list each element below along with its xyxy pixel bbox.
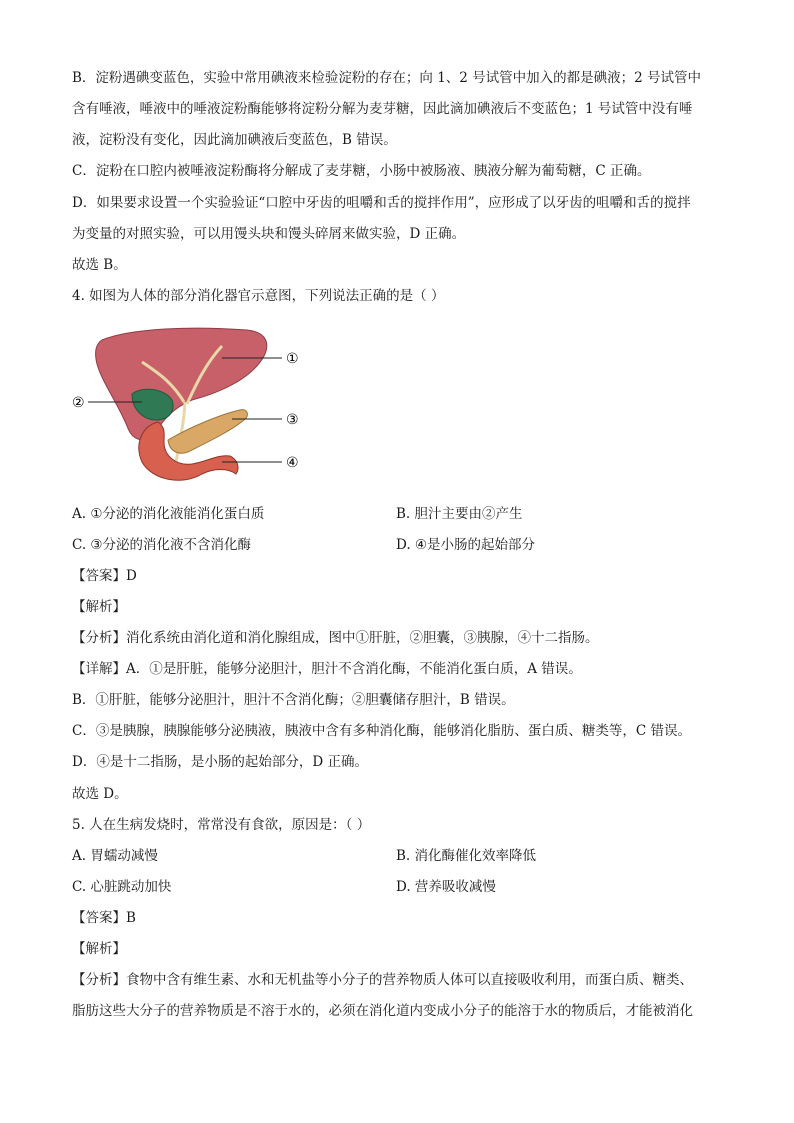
q4-stem: 4. 如图为人体的部分消化器官示意图，下列说法正确的是（ ） bbox=[72, 288, 445, 304]
q5-answer: 【答案】B bbox=[72, 910, 136, 926]
q4-option-d: D. ④是小肠的起始部分 bbox=[396, 537, 536, 553]
q4-option-b: B. 胆汁主要由②产生 bbox=[396, 506, 523, 522]
q4-answer: 【答案】D bbox=[72, 568, 137, 584]
q4-explanation-d: D．④是十二指肠，是小肠的起始部分，D 正确。 bbox=[72, 754, 368, 770]
q5-fenxi-line1: 【分析】食物中含有维生素、水和无机盐等小分子的营养物质人体可以直接吸收利用，而蛋白质、糖类、 bbox=[72, 972, 693, 988]
q4-fenxi: 【分析】消化系统由消化道和消化腺组成，图中①肝脏，②胆囊，③胰腺，④十二指肠。 bbox=[72, 630, 599, 646]
q4-explanation-c: C．③是胰腺，胰腺能够分泌胰液，胰液中含有多种消化酶，能够消化脂肪、蛋白质、糖类等，C 错误。 bbox=[72, 723, 691, 739]
q5-option-c: C. 心脏跳动加快 bbox=[72, 879, 172, 895]
q5-option-d: D. 营养吸收减慢 bbox=[396, 879, 496, 895]
q5-fenxi-line2: 脂肪这些大分子的营养物质是不溶于水的，必须在消化道内变成小分子的能溶于水的物质后，才能被消化 bbox=[72, 1003, 693, 1019]
pancreas-shape bbox=[168, 410, 247, 454]
q5-stem: 5. 人在生病发烧时，常常没有食欲，原因是：（ ） bbox=[72, 817, 371, 833]
prev-explanation-d-line2: 为变量的对照实验，可以用馒头块和馒头碎屑来做实验，D 正确。 bbox=[72, 226, 466, 242]
q4-xiangjie: 【详解】A．①是肝脏，能够分泌胆汁，胆汁不含消化酶，不能消化蛋白质，A 错误。 bbox=[72, 661, 582, 677]
prev-choice: 故选 B。 bbox=[72, 257, 127, 273]
callout-label-4: ④ bbox=[286, 455, 299, 471]
q5-option-a: A. 胃蠕动减慢 bbox=[72, 848, 158, 864]
prev-explanation-b-line3: 液，淀粉没有变化，因此滴加碘液后变蓝色，B 错误。 bbox=[72, 132, 397, 148]
q4-explanation-b: B．①肝脏，能够分泌胆汁，胆汁不含消化酶；②胆囊储存胆汁，B 错误。 bbox=[72, 692, 515, 708]
q4-choice: 故选 D。 bbox=[72, 786, 128, 802]
callout-label-3: ③ bbox=[286, 412, 299, 428]
q4-analysis-title: 【解析】 bbox=[72, 599, 126, 615]
prev-explanation-d-line1: D．如果要求设置一个实验验证“口腔中牙齿的咀嚼和舌的搅拌作用”，应形成了以牙齿的咀嚼和舌的搅拌 bbox=[72, 195, 691, 211]
q5-analysis-title: 【解析】 bbox=[72, 941, 126, 957]
q4-option-c: C. ③分泌的消化液不含消化酶 bbox=[72, 537, 252, 553]
q5-option-b: B. 消化酶催化效率降低 bbox=[396, 848, 537, 864]
q4-option-a: A. ①分泌的消化液能消化蛋白质 bbox=[72, 506, 265, 522]
prev-explanation-b-line1: B．淀粉遇碘变蓝色，实验中常用碘液来检验淀粉的存在；向 1、2 号试管中加入的都是碘液；2 号试管中 bbox=[72, 70, 702, 86]
digestive-organs-diagram bbox=[72, 322, 312, 490]
callout-label-1: ① bbox=[286, 351, 299, 367]
prev-explanation-b-line2: 含有唾液，唾液中的唾液淀粉酶能够将淀粉分解为麦芽糖，因此滴加碘液后不变蓝色；1 号试管中没有唾 bbox=[72, 101, 693, 117]
prev-explanation-c: C．淀粉在口腔内被唾液淀粉酶将分解成了麦芽糖，小肠中被肠液、胰液分解为葡萄糖，C 正确。 bbox=[72, 163, 651, 179]
callout-label-2: ② bbox=[72, 395, 85, 411]
digestive-organs-figure bbox=[72, 322, 312, 490]
